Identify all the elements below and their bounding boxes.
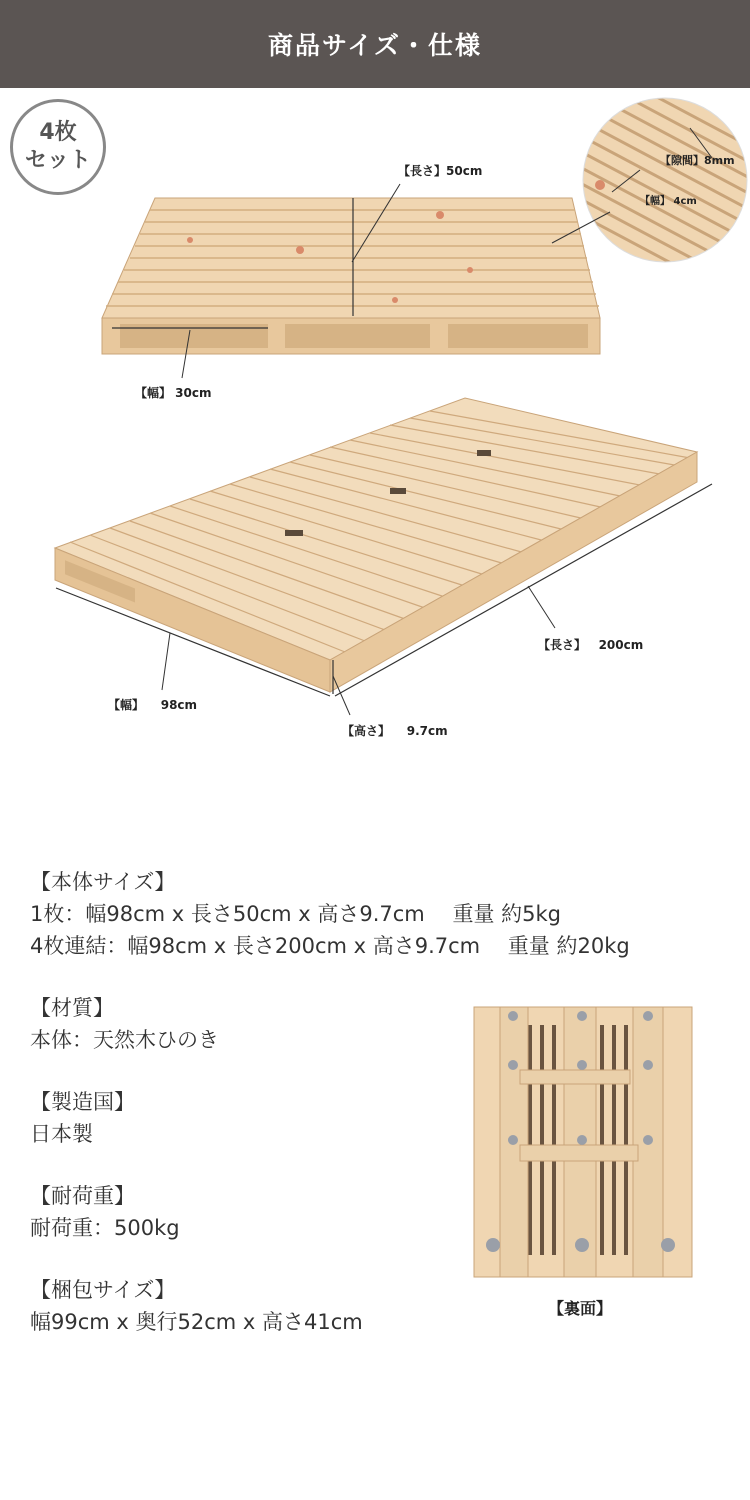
spec-heading: 【本体サイズ】 xyxy=(30,870,176,894)
underside-caption: 【裏面】 xyxy=(548,1299,613,1318)
full-length-key: 【長さ】 xyxy=(538,638,587,652)
spec-group-size xyxy=(30,866,630,962)
four-pallet-set-image xyxy=(55,398,712,715)
single-pallet-image xyxy=(102,184,600,378)
spec-line: 幅99cm x 奥行52cm x 高さ41cm xyxy=(30,1310,363,1334)
spec-line: 1枚：幅98cm x 長さ50cm x 高さ9.7cm 重量 約5kg xyxy=(30,902,561,926)
full-width-key: 【幅】 xyxy=(108,698,145,712)
spec-line: 日本製 xyxy=(30,1122,93,1146)
spec-heading: 【製造国】 xyxy=(30,1090,135,1114)
slat-width-label: 【幅】 4cm xyxy=(640,196,697,207)
badge-line-1: 4枚 xyxy=(39,120,77,145)
full-width-value: 98cm xyxy=(160,698,198,712)
full-height-label xyxy=(342,722,448,739)
spec-group-material xyxy=(30,992,630,1056)
spec-list xyxy=(30,866,630,1368)
spec-heading: 【梱包サイズ】 xyxy=(30,1278,176,1302)
full-height-key: 【高さ】 xyxy=(342,724,391,738)
full-length-value: 200cm xyxy=(598,638,644,652)
spec-line: 耐荷重：500kg xyxy=(30,1216,180,1240)
single-length-label: 【長さ】50cm xyxy=(398,164,483,178)
full-height-value: 9.7cm xyxy=(406,724,448,738)
single-width-label: 【幅】 30cm xyxy=(135,386,212,400)
spec-line: 4枚連結：幅98cm x 長さ200cm x 高さ9.7cm 重量 約20kg xyxy=(30,934,630,958)
badge-line-2: セット xyxy=(24,148,91,173)
page-title: 商品サイズ・仕様 xyxy=(267,31,482,60)
spec-group-origin xyxy=(30,1086,630,1150)
spec-group-package xyxy=(30,1274,630,1338)
spec-group-load xyxy=(30,1180,630,1244)
spec-line: 本体：天然木ひのき xyxy=(30,1028,219,1052)
spec-heading: 【材質】 xyxy=(30,996,114,1020)
gap-label: 【隙間】8mm xyxy=(660,154,735,167)
spec-heading: 【耐荷重】 xyxy=(30,1184,135,1208)
full-width-label xyxy=(108,696,197,713)
full-length-label xyxy=(538,636,643,653)
